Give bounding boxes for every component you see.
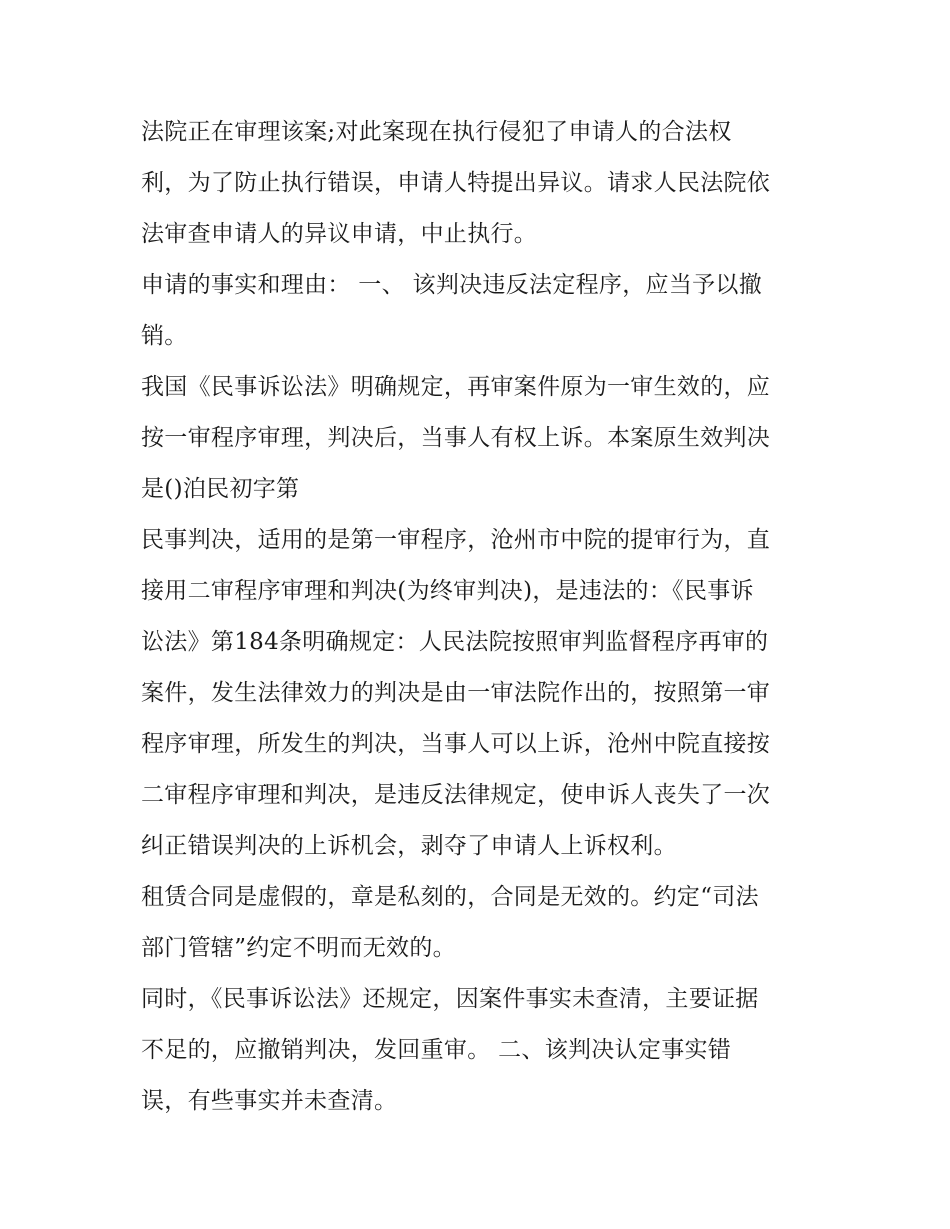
document-body (141, 112, 821, 1132)
text-line: 法审查申请人的异议申请，中止执行。 (141, 221, 538, 247)
text-line: 讼法》第184条明确规定：人民法院按照审判监督程序再审的 (141, 629, 769, 655)
text-line: 销。 (141, 323, 188, 349)
text-line: 租赁合同是虚假的，章是私刻的，合同是无效的。约定“司法 (141, 884, 759, 910)
text-line: 申请的事实和理由： 一、 该判决违反法定程序，应当予以撤 (141, 272, 763, 298)
text-line: 民事判决，适用的是第一审程序，沧州市中院的提审行为，直 (141, 527, 771, 553)
text-line: 我国《民事诉讼法》明确规定，再审案件原为一审生效的，应 (141, 374, 771, 400)
text-line: 同时，《民事诉讼法》还规定，因案件事实未查清，主要证据 (141, 986, 759, 1012)
text-line: 纠正错误判决的上诉机会，剥夺了申请人上诉权利。 (141, 833, 677, 859)
text-line: 程序审理，所发生的判决，当事人可以上诉，沧州中院直接按 (141, 731, 771, 757)
text-line: 二审程序审理和判决，是违反法律规定，使申诉人丧失了一次 (141, 782, 771, 808)
text-line: 法院正在审理该案;对此案现在执行侵犯了申请人的合法权 (141, 119, 732, 145)
text-line: 不足的，应撤销判决，发回重审。 二、该判决认定事实错 (141, 1037, 732, 1063)
text-line: 接用二审程序审理和判决(为终审判决)，是违法的：《民事诉 (141, 578, 754, 604)
text-line: 利，为了防止执行错误，申请人特提出异议。请求人民法院依 (141, 170, 771, 196)
text-line: 案件，发生法律效力的判决是由一审法院作出的，按照第一审 (141, 680, 771, 706)
text-line: 是()泊民初字第 (141, 476, 300, 502)
text-line: 部门管辖”约定不明而无效的。 (141, 935, 456, 961)
text-line: 按一审程序审理，判决后，当事人有权上诉。本案原生效判决 (141, 425, 771, 451)
text-line: 误，有些事实并未查清。 (141, 1088, 398, 1114)
